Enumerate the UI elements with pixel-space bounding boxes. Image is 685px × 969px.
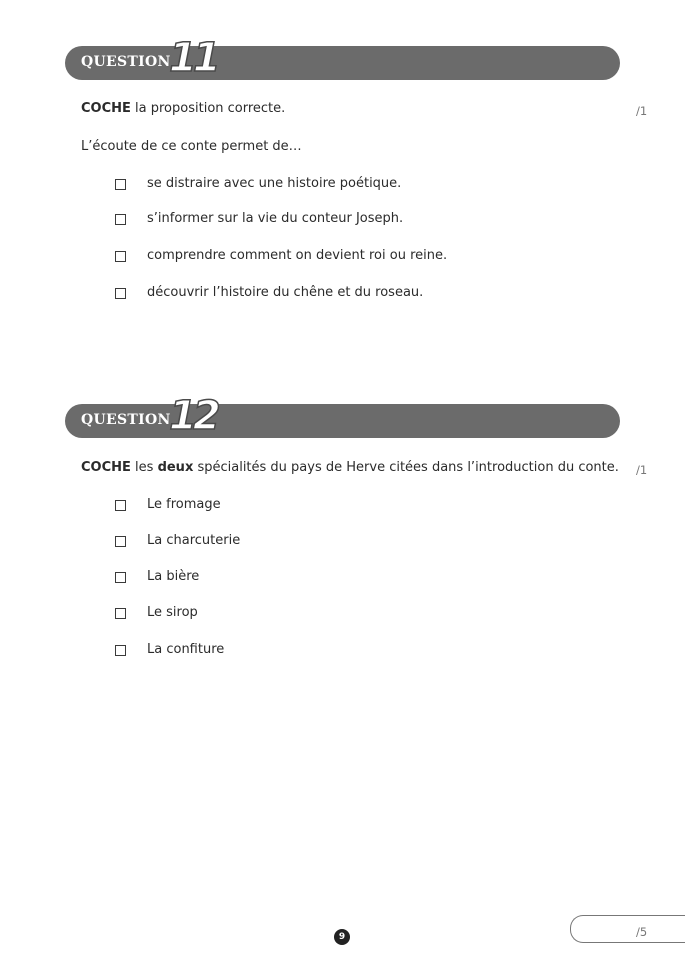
total-score: /5: [636, 925, 648, 939]
checkbox[interactable]: [115, 214, 126, 225]
checkbox[interactable]: [115, 608, 126, 619]
checkbox[interactable]: [115, 500, 126, 511]
question-11-instruction: [81, 101, 285, 116]
question-12-score: /1: [636, 463, 648, 477]
option-label: comprendre comment on devient roi ou reine.: [147, 248, 448, 263]
question-label: QUESTION: [81, 412, 171, 428]
page-number: 9: [334, 929, 350, 945]
question-12-instruction: [81, 460, 619, 475]
checkbox[interactable]: [115, 536, 126, 547]
option-label: La bière: [147, 569, 200, 584]
option-label: se distraire avec une histoire poétique.: [147, 176, 402, 191]
checkbox[interactable]: [115, 645, 126, 656]
option-label: Le fromage: [147, 497, 221, 512]
instruction-emphasis: deux: [157, 460, 194, 475]
checkbox[interactable]: [115, 572, 126, 583]
instruction-text: spécialités du pays de Herve citées dans l’introduction du conte.: [193, 460, 619, 475]
question-number: 12: [169, 393, 217, 439]
question-11-prompt: L’écoute de ce conte permet de…: [81, 139, 302, 154]
option-label: Le sirop: [147, 605, 198, 620]
option-label: s’informer sur la vie du conteur Joseph.: [147, 211, 404, 226]
instruction-text: les: [130, 460, 158, 475]
option-label: La confiture: [147, 642, 225, 657]
instruction-text: la proposition correcte.: [130, 101, 286, 116]
question-label: QUESTION: [81, 54, 171, 70]
checkbox[interactable]: [115, 251, 126, 262]
total-score-box: [570, 915, 685, 943]
checkbox[interactable]: [115, 288, 126, 299]
instruction-verb: COCHE: [81, 101, 131, 116]
question-number: 11: [169, 35, 217, 81]
option-label: découvrir l’histoire du chêne et du roseau.: [147, 285, 424, 300]
question-11-score: /1: [636, 104, 648, 118]
instruction-verb: COCHE: [81, 460, 131, 475]
option-label: La charcuterie: [147, 533, 241, 548]
question-12-header: [65, 393, 620, 439]
checkbox[interactable]: [115, 179, 126, 190]
question-11-header: [65, 35, 620, 81]
